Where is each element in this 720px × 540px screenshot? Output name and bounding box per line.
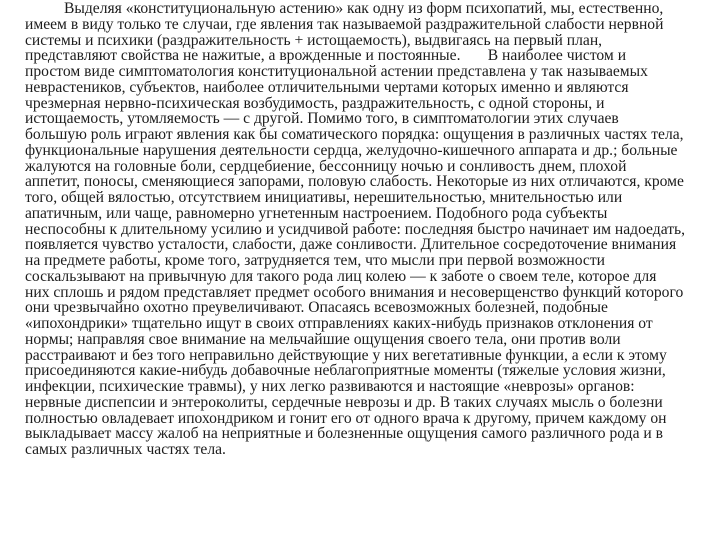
paragraph-line: появляется чувство усталости, слабости, даже сонливости. Длительное сосредоточение внимания [25,236,677,254]
paragraph-line: аппетит, поносы, сменяющиеся запорами, половую слабость. Некоторые из них отличаются, кроме [25,173,684,191]
paragraph-line: имеем в виду только те случаи, где явления так называемой раздражительной слабости нервной [25,15,664,33]
paragraph-line: на предмете работы, кроме того, затрудняется тем, что мысли при первой возможности [25,252,605,269]
paragraph-line: неврастеников, субъектов, наиболее отличительными чертами которых именно и являются [25,78,629,96]
paragraph-line: неспособны к длительному усилию и усидчивой работе: последняя быстро начинает им надоедать, [25,220,686,238]
paragraph-line: представляют свойства не нажитые, а врожденные и постоянные. В наиболее чистом и [25,47,627,65]
paragraph-line: полностью овладевает ипохондриком и гонит его от одного врача к другому, причем каждому он [25,409,667,427]
paragraph-line: них сплошь и рядом представляет предмет особого внимания и несоверщенство функций которого [25,283,684,301]
paragraph-line: апатичным, или чаще, равномерно угнетенным настроением. Подобного рода субъекты [25,204,608,222]
paragraph-line: чрезмерная нервно-психическая возбудимость, раздражительность, с одной стороны, и [25,94,605,112]
paragraph-line: инфекции, психические травмы), у них легко развиваются и настоящие «неврозы» органов: [25,378,635,395]
paragraph-line: Выделяя «конституциональную астению» как одну из форм психопатий, мы, естественно, [25,0,664,17]
paragraph-line: системы и психики (раздражительность + истощаемость), выдвигаясь на первый план, [25,31,603,49]
paragraph-line: простом виде симптоматология конституциональной астении представлена у так называемых [25,63,648,80]
paragraph-line: большую роль играют явления как бы соматического порядка: ощущения в различных частях тела, [25,126,684,143]
paragraph-line: «ипохондрики» тщательно ищут в своих отправлениях каких-нибудь признаков отклонения от [25,315,653,332]
paragraph-line: жалуются на головные боли, сердцебиение, бессонницу ночью и сонливость днем, плохой [25,157,627,175]
paragraph-line: того, общей вялостью, отсутствием инициативы, нерешительностью, мнительностью или [25,189,623,206]
paragraph-line: присоединяются какие-нибудь добавочные неблагоприятные моменты (тяжелые условия жизни, [25,362,666,380]
paragraph-line: нервные диспепсии и энтероколиты, сердечные неврозы и др. В таких случаях мысль о болезни [25,393,663,411]
paragraph-line: они чрезвычайно охотно преувеличивают. Опасаясь всевозможных болезней, подобные [25,299,608,317]
paragraph-line: выкладывает массу жалоб на неприятные и болезненные ощущения самого различного рода и в [25,425,664,443]
paragraph-line: нормы; направляя свое внимание на мельчайшие ощущения своего тела, они против воли [25,330,621,348]
paragraph-line: функциональные нарушения деятельности сердца, желудочно-кишечного аппарата и др.; больные [25,141,678,159]
body-paragraph [25,1,705,458]
paragraph-line: самых различных частях тела. [25,441,226,458]
paragraph-line: расстраивают и без того неправильно действующие у них вегетативные функции, а если к этому [25,346,667,364]
paragraph-line: соскальзывают на привычную для такого рода лиц колею — к заботе о своем теле, которое для [25,267,657,285]
paragraph-line: истощаемость, утомляемость — с другой. Помимо того, в симптоматологии этих случаев [25,110,619,128]
